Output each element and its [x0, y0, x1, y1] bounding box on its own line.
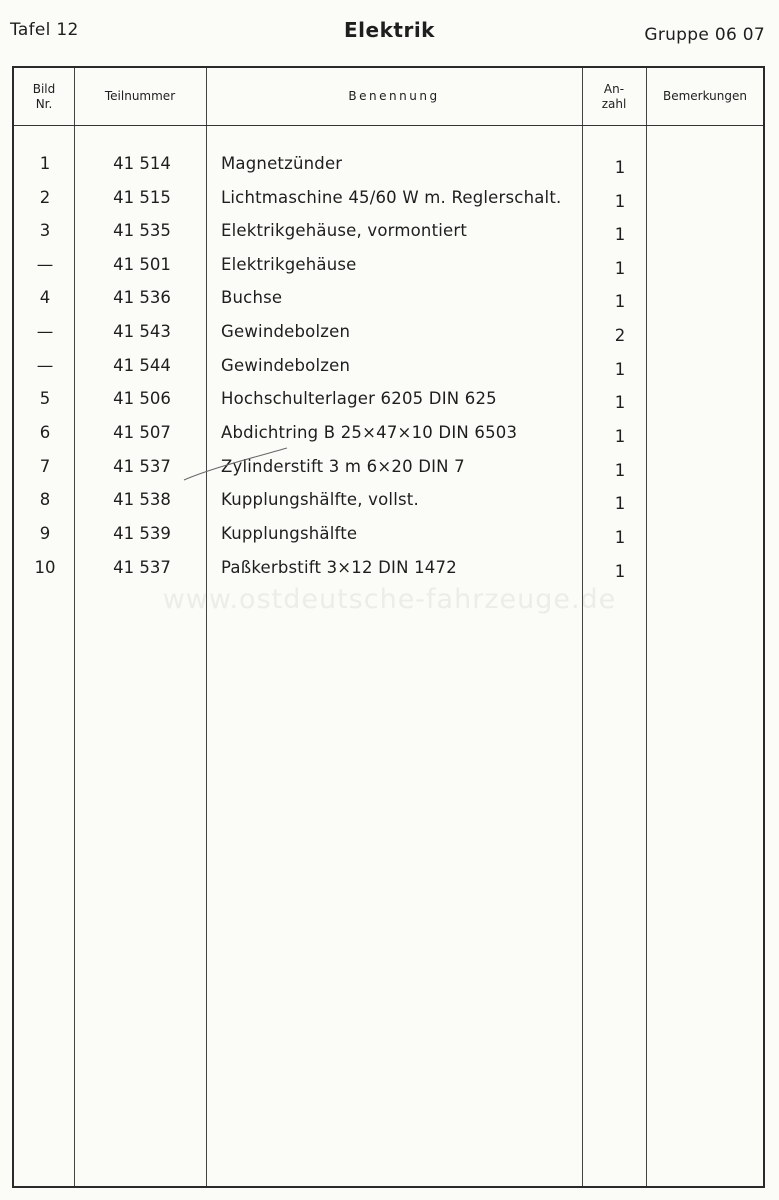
row-teilnummer: 41 535 [113, 221, 171, 240]
row-anzahl: 1 [614, 427, 626, 446]
table-row [14, 490, 763, 522]
row-benennung: Gewindebolzen [221, 322, 351, 341]
group-number: Gruppe 06 07 [644, 25, 765, 45]
row-benennung: Hochschulterlager 6205 DIN 625 [221, 389, 497, 408]
row-anzahl: 1 [614, 461, 626, 480]
row-benennung: Elektrikgehäuse [221, 255, 357, 274]
table-row [14, 322, 763, 354]
row-bild: 5 [39, 389, 51, 408]
row-anzahl: 1 [614, 494, 626, 513]
row-teilnummer: 41 537 [113, 558, 171, 577]
column-header-bemerkungen [646, 68, 764, 125]
table-row [14, 524, 763, 556]
pencil-mark [182, 444, 292, 484]
column-header-bild [14, 68, 74, 125]
header-divider [14, 125, 763, 126]
row-anzahl: 1 [614, 360, 626, 379]
row-benennung: Kupplungshälfte [221, 524, 358, 543]
row-benennung: Buchse [221, 288, 283, 307]
row-benennung: Kupplungshälfte, vollst. [221, 490, 419, 509]
row-bild: — [36, 322, 54, 341]
column-header-bild-line1: Bild [32, 81, 56, 96]
row-teilnummer: 41 538 [113, 490, 171, 509]
row-anzahl: 1 [614, 192, 626, 211]
row-teilnummer: 41 536 [113, 288, 171, 307]
column-header-anzahl-line2: zahl [601, 96, 627, 111]
row-anzahl: 1 [614, 259, 626, 278]
parts-table [12, 66, 765, 1188]
row-teilnummer: 41 543 [113, 322, 171, 341]
column-header-anzahl [582, 68, 646, 125]
row-benennung: Gewindebolzen [221, 356, 351, 375]
row-teilnummer: 41 507 [113, 423, 171, 442]
table-row [14, 255, 763, 287]
column-header-anzahl-line1: An- [603, 81, 625, 96]
row-anzahl: 2 [614, 326, 626, 345]
row-benennung: Paßkerbstift 3×12 DIN 1472 [221, 558, 457, 577]
watermark: www.ostdeutsche-fahrzeuge.de [162, 584, 617, 615]
column-header-teilnummer [74, 68, 206, 125]
row-teilnummer: 41 515 [113, 188, 171, 207]
row-bild: — [36, 356, 54, 375]
column-header-bemerkungen-label: Bemerkungen [662, 89, 748, 103]
row-bild: 8 [39, 490, 51, 509]
row-bild: 7 [39, 457, 51, 476]
row-teilnummer: 41 537 [113, 457, 171, 476]
row-bild: 2 [39, 188, 51, 207]
row-bild: 3 [39, 221, 51, 240]
row-anzahl: 1 [614, 225, 626, 244]
row-bild: 9 [39, 524, 51, 543]
row-benennung: Abdichtring B 25×47×10 DIN 6503 [221, 423, 518, 442]
row-benennung: Elektrikgehäuse, vormontiert [221, 221, 468, 240]
row-teilnummer: 41 506 [113, 389, 171, 408]
row-benennung: Magnetzünder [221, 154, 343, 173]
row-bild: 6 [39, 423, 51, 442]
table-row [14, 389, 763, 421]
row-teilnummer: 41 544 [113, 356, 171, 375]
row-anzahl: 1 [614, 562, 626, 581]
row-bild: 4 [39, 288, 51, 307]
table-row [14, 188, 763, 220]
row-benennung: Zylinderstift 3 m 6×20 DIN 7 [221, 457, 465, 476]
row-teilnummer: 41 514 [113, 154, 171, 173]
table-row [14, 457, 763, 489]
table-row [14, 558, 763, 590]
table-row [14, 356, 763, 388]
row-bild: 1 [39, 154, 51, 173]
row-anzahl: 1 [614, 158, 626, 177]
page-title: Elektrik [344, 18, 435, 42]
row-bild: — [36, 255, 54, 274]
row-benennung: Lichtmaschine 45/60 W m. Reglerschalt. [221, 188, 562, 207]
row-anzahl: 1 [614, 528, 626, 547]
table-row [14, 221, 763, 253]
column-header-benennung [206, 68, 582, 125]
table-row [14, 154, 763, 186]
plate-number: Tafel 12 [10, 20, 79, 40]
row-bild: 10 [34, 558, 56, 577]
column-header-bild-line2: Nr. [35, 96, 53, 111]
column-header-benennung-label: Benennung [348, 89, 440, 103]
row-teilnummer: 41 501 [113, 255, 171, 274]
column-header-teilnummer-label: Teilnummer [104, 89, 176, 103]
table-row [14, 288, 763, 320]
row-teilnummer: 41 539 [113, 524, 171, 543]
row-anzahl: 1 [614, 393, 626, 412]
row-anzahl: 1 [614, 292, 626, 311]
table-row [14, 423, 763, 455]
